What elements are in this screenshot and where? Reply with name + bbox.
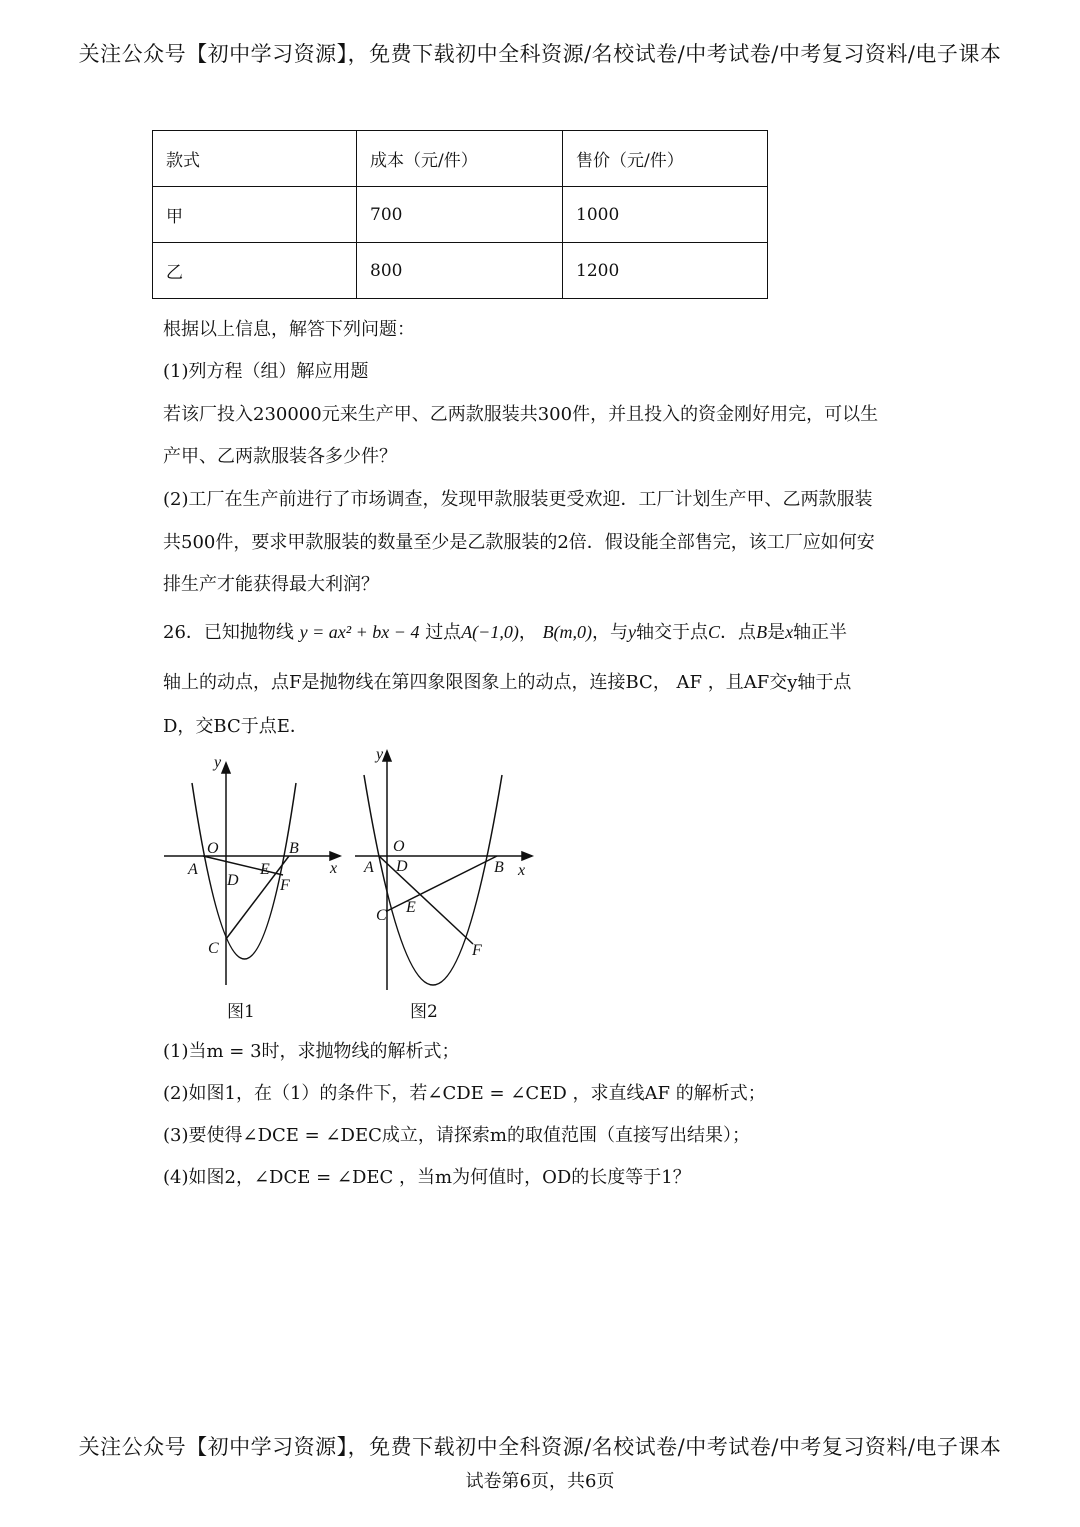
q25-part2-line1: (2)工厂在生产前进行了市场调查，发现甲款服装更受欢迎．工厂计划生产甲、乙两款服装: [163, 489, 873, 510]
label-e: E: [260, 861, 270, 878]
segment-af: [203, 856, 283, 875]
point-b: B(m,0): [542, 622, 593, 642]
q26-text: ．点: [720, 622, 757, 643]
q25-part1-line2: 产甲、乙两款服装各多少件？: [163, 446, 397, 467]
label-o: O: [393, 838, 405, 855]
x-axis-arrow: [330, 852, 340, 860]
figures: [150, 745, 550, 1039]
table-header-cell: 售价（元/件）: [563, 131, 768, 187]
table-header-cell: 款式: [153, 131, 357, 187]
table-cell: 1200: [563, 243, 768, 299]
q26-line1: 26．已知抛物线 y = ax² + bx − 4 过点A(−1,0)， B(m,0)，与y轴交于点C．点B是x轴正半: [163, 622, 848, 643]
q26-sub3: (3)要使得∠DCE = ∠DEC成立，请探索m的取值范围（直接写出结果）；: [163, 1125, 750, 1146]
point-c: C: [708, 622, 721, 642]
q25-part2-line2: 共500件，要求甲款服装的数量至少是乙款服装的2倍．假设能全部售完，该工厂应如何安: [163, 532, 875, 553]
parabola-equation: y = ax² + bx − 4: [299, 622, 420, 642]
q26-sub4: (4)如图2，∠DCE = ∠DEC ，当m为何值时，OD的长度等于1？: [163, 1167, 691, 1188]
point-a: A(−1,0): [461, 622, 519, 642]
bottom-banner: 关注公众号【初中学习资源】，免费下载初中全科资源/名校试卷/中考试卷/中考复习资料/电子课本: [78, 1435, 1002, 1459]
q26-text: 轴交于点: [636, 622, 709, 643]
table-header-cell: 成本（元/件）: [357, 131, 563, 187]
q26-line2: 轴上的动点，点F是抛物线在第四象限图象上的动点，连接BC， AF ，且AF交y轴于点: [163, 672, 852, 693]
label-b: B: [289, 840, 299, 857]
question-number: 26．: [163, 622, 204, 643]
label-f: F: [280, 877, 290, 894]
q26-text: 轴正半: [793, 622, 848, 643]
label-a: A: [188, 861, 198, 878]
q26-sub1: (1)当m = 3时，求抛物线的解析式；: [163, 1041, 460, 1062]
figure-2-caption: 图2: [410, 1002, 438, 1022]
q25-part1-title: (1)列方程（组）解应用题: [163, 361, 369, 382]
figure-2: [355, 751, 532, 990]
table-row: [153, 243, 768, 299]
table-cell: 乙: [153, 243, 357, 299]
label-e: E: [406, 899, 416, 916]
label-a: A: [364, 859, 374, 876]
label-x: x: [330, 860, 338, 877]
label-f: F: [472, 942, 482, 959]
label-c: C: [208, 940, 219, 957]
q26-text: 已知抛物线: [203, 622, 294, 643]
price-table: [152, 130, 768, 299]
x-axis-arrow: [522, 852, 532, 860]
table-cell: 甲: [153, 187, 357, 243]
q25-intro: 根据以上信息，解答下列问题：: [163, 319, 415, 340]
y-axis-arrow: [383, 751, 391, 761]
q26-text: 是: [767, 622, 786, 643]
label-y: y: [214, 754, 222, 771]
q25-part2-line3: 排生产才能获得最大利润？: [163, 574, 379, 595]
q26-sub2: (2)如图1，在（1）的条件下，若∠CDE = ∠CED ，求直线AF 的解析式；: [163, 1083, 766, 1104]
label-o: O: [207, 840, 219, 857]
segment-af: [379, 856, 473, 944]
label-b: B: [494, 859, 504, 876]
q26-text: 过点: [425, 622, 462, 643]
label-c: C: [376, 907, 387, 924]
label-x: x: [518, 862, 526, 879]
figure-1-caption: 图1: [227, 1002, 255, 1022]
q25-part1-line1: 若该厂投入230000元来生产甲、乙两款服装共300件，并且投入的资金刚好用完，可以生: [163, 404, 879, 425]
geometry-figures: [150, 745, 550, 1035]
table-cell: 1000: [563, 187, 768, 243]
q26-text: ，与: [592, 622, 629, 643]
label-d: D: [227, 872, 239, 889]
y-axis-symbol: y: [628, 622, 637, 642]
table-cell: 700: [357, 187, 563, 243]
table-header-row: [153, 131, 768, 187]
page-number: 试卷第6页，共6页: [465, 1471, 615, 1492]
table-cell: 800: [357, 243, 563, 299]
top-banner: 关注公众号【初中学习资源】，免费下载初中全科资源/名校试卷/中考试卷/中考复习资料/电子课本: [78, 42, 1002, 66]
x-axis-symbol: x: [785, 622, 794, 642]
label-y: y: [376, 746, 384, 763]
table-row: [153, 187, 768, 243]
point-b-ref: B: [756, 622, 768, 642]
parabola: [192, 783, 296, 959]
y-axis-arrow: [222, 763, 230, 773]
q26-line3: D，交BC于点E．: [163, 716, 308, 737]
label-d: D: [396, 858, 408, 875]
